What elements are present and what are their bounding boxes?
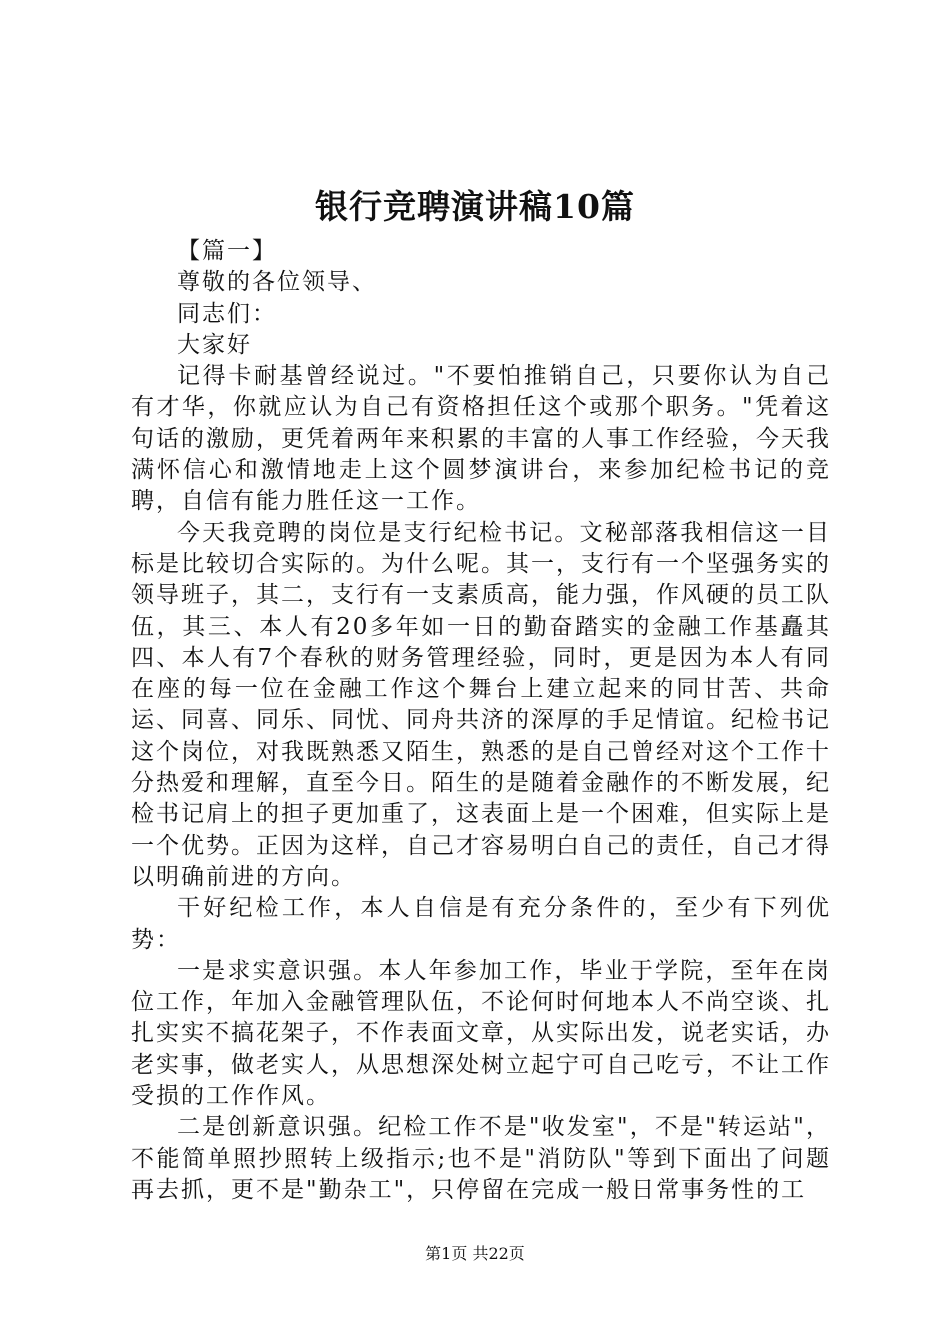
body-paragraph: 干好纪检工作，本人自信是有充分条件的，至少有下列优势： <box>131 895 831 953</box>
salutation-line: 尊敬的各位领导、 <box>177 269 377 296</box>
body-paragraph: 今天我竞聘的岗位是支行纪检书记。文秘部落我相信这一目标是比较切合实际的。为什么呢。其一，支行有一个坚强务实的领导班子，其二，支行有一支素质高，能力强，作风硬的员工队伍，其三、本人有20多年如一日的勤奋踏实的金融工作基矗其四、本人有7个春秋的财务管理经验，同时，更是因为本人有同在座的每一位在金融工作这个舞台上建立起来的同甘苦、共命运、同喜、同乐、同忧、同舟共济的深厚的手足情谊。纪检书记这个岗位，对我既熟悉又陌生，熟悉的是自己曾经对这个工作十分热爱和理解，直至今日。陌生的是随着金融作的不断发展，纪检书记肩上的担子更加重了，这表面上是一个困难，但实际上是一个优势。正因为这样，自己才容易明白自己的责任，自己才得以明确前进的方向。 <box>131 519 831 890</box>
document-title: 银行竞聘演讲稿10篇 <box>315 187 635 226</box>
page-footer: 第1页 共22页 <box>425 1244 525 1263</box>
document-body <box>131 236 831 1206</box>
greeting-line: 大家好 <box>177 331 252 358</box>
body-paragraph: 二是创新意识强。纪检工作不是"收发室"，不是"转运站"，不能简单照抄照转上级指示;也不是"消防队"等到下面出了问题再去抓，更不是"勤杂工"，只停留在完成一般日常事务性的工 <box>131 1114 831 1203</box>
salutation-line: 同志们： <box>177 300 277 327</box>
body-paragraph: 记得卡耐基曾经说过。"不要怕推销自己，只要你认为自己有才华，你就应认为自己有资格担任这个或那个职务。"凭着这句话的激励，更凭着两年来积累的丰富的人事工作经验，今天我满怀信心和激情地走上这个圆梦演讲台，来参加纪检书记的竞聘，自信有能力胜任这一工作。 <box>131 363 831 515</box>
section-heading: 【篇一】 <box>177 238 277 264</box>
body-paragraph: 一是求实意识强。本人年参加工作，毕业于学院，至年在岗位工作，年加入金融管理队伍，不论何时何地本人不尚空谈、扎扎实实不搞花架子，不作表面文章，从实际出发，说老实话，办老实事，做老实人，从思想深处树立起宁可自己吃亏，不让工作受损的工作作风。 <box>131 957 831 1110</box>
